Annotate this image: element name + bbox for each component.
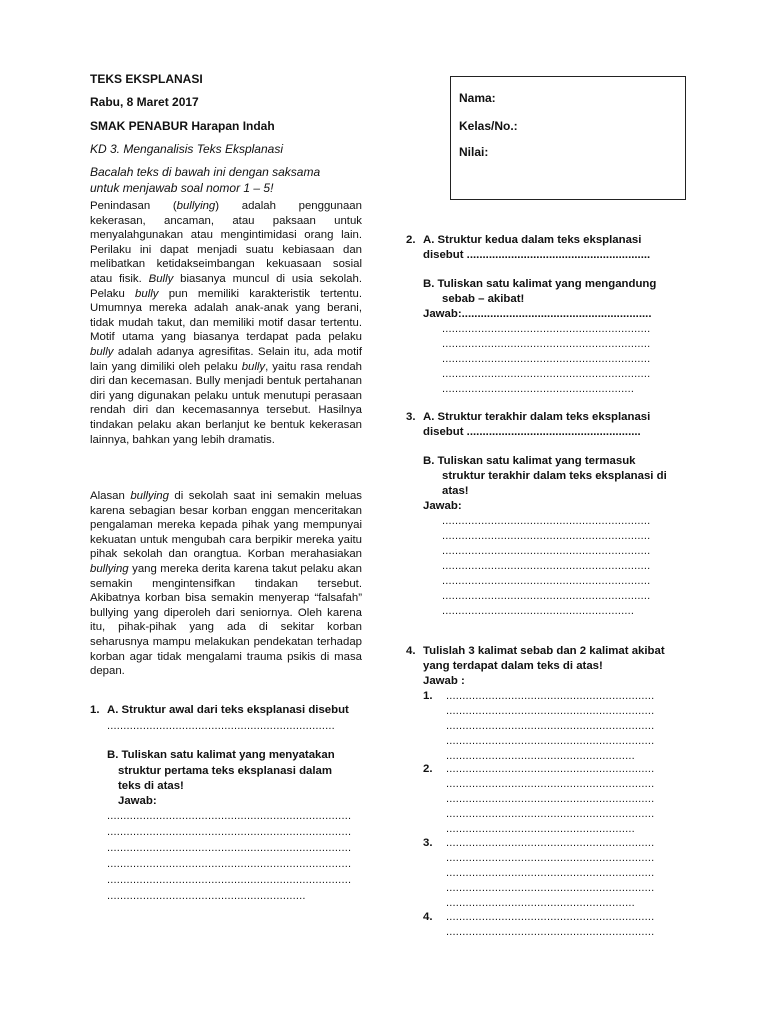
question-2b-line-1: B. Tuliskan satu kalimat yang mengandung (423, 278, 657, 290)
question-3-answer-line[interactable]: ........................................................... (442, 605, 635, 617)
question-2-answer-line[interactable]: ................................................................ (442, 353, 651, 365)
question-3b-line-2: struktur terakhir dalam teks eksplanasi di (442, 470, 667, 482)
score-label: Nilai: (459, 145, 489, 159)
question-3-answer-line[interactable]: ................................................................ (442, 590, 651, 602)
question-4-answer-line[interactable]: ................................................................ (446, 720, 655, 732)
question-2-answer-line[interactable]: ................................................................ (442, 338, 651, 350)
name-label: Nama: (459, 91, 496, 105)
question-4-answer-line[interactable]: ................................................................ (446, 705, 655, 717)
paragraph-1: Penindasan (bullying) adalah penggunaan kekerasan, ancaman, atau paksaan untuk menyalahgunakan atau mengintimidasi orang lain. Perilaku ini dapat menjadi suatu kebiasaan dan melibatkan ketidakseimbangan kekuasaan sosial atau fisik. Bully biasanya muncul di usia sekolah. Pelaku bully pun memiliki karakteristik tertentu. Umumnya mereka adalah anak-anak yang berani, tidak mudah takut, dan memiliki motif dasar tertentu. Motif utama yang biasanya terdapat pada pelaku bully adalah adanya agresifitas. Selain itu, ada motif lain yang dimiliki oleh pelaku bully, yaitu rasa rendah diri dan kecemasan. Bully menjadi bentuk pertahanan diri yang digunakan pelaku untuk menutupi perasaan rendah diri dan kecemasannya tersebut. Hasilnya tindakan pelaku akan berlanjut ke bentuk kekerasan lainnya, bahkan yang lebih dramatis. (90, 200, 363, 446)
question-4-answer-line[interactable]: ................................................................ (446, 852, 655, 864)
question-4-answer-line[interactable]: ................................................................ (446, 808, 655, 820)
question-4-answer-line[interactable]: ................................................................ (446, 690, 655, 702)
question-1-answer-line[interactable]: ........................................................................... (107, 842, 352, 854)
answer-item-number: 2. (423, 763, 433, 775)
question-3-answer-line[interactable]: ................................................................ (442, 545, 651, 557)
question-2-number: 2. (406, 234, 416, 246)
question-4-line-1: Tulislah 3 kalimat sebab dan 2 kalimat akibat (423, 645, 665, 657)
question-1-answer-label: Jawab: (118, 795, 157, 807)
answer-item-number: 3. (423, 837, 433, 849)
question-4-answer-line[interactable]: ................................................................ (446, 911, 655, 923)
question-4-answer-line[interactable]: ................................................................ (446, 778, 655, 790)
answer-item-number: 4. (423, 911, 433, 923)
question-2b-line-2: sebab – akibat! (442, 293, 525, 305)
answer-item-number: 1. (423, 690, 433, 702)
question-1-answer-line[interactable]: ........................................................................... (107, 874, 352, 886)
question-3a-line-2[interactable]: disebut ....................................................... (423, 426, 641, 438)
document-title: TEKS EKSPLANASI (90, 72, 203, 86)
question-1-answer-line[interactable]: ........................................................................... (107, 858, 352, 870)
question-1-number: 1. (90, 704, 100, 716)
question-1a-answer-line[interactable]: ...................................................................... (107, 720, 335, 732)
instruction-line-2: untuk menjawab soal nomor 1 – 5! (90, 181, 274, 195)
document-date: Rabu, 8 Maret 2017 (90, 95, 199, 109)
question-3-answer-line[interactable]: ................................................................ (442, 530, 651, 542)
question-4-answer-line[interactable]: .......................................................... (446, 823, 635, 835)
question-1-answer-line[interactable]: ........................................................................... (107, 810, 352, 822)
question-1a: A. Struktur awal dari teks eksplanasi disebut (107, 704, 349, 716)
question-4-answer-line[interactable]: .......................................................... (446, 897, 635, 909)
question-3-answer-line[interactable]: ................................................................ (442, 575, 651, 587)
question-3b-line-1: B. Tuliskan satu kalimat yang termasuk (423, 455, 636, 467)
question-2-answer-line[interactable]: ........................................................... (442, 383, 635, 395)
question-4-answer-line[interactable]: ................................................................ (446, 763, 655, 775)
question-3-number: 3. (406, 411, 416, 423)
question-3b-line-3: atas! (442, 485, 469, 497)
question-4-line-2: yang terdapat dalam teks di atas! (423, 660, 603, 672)
question-3a-line-1: A. Struktur terakhir dalam teks eksplanasi (423, 411, 651, 423)
question-2-answer-line[interactable]: ................................................................ (442, 368, 651, 380)
question-1b-line-2: struktur pertama teks eksplanasi dalam (118, 765, 332, 777)
question-2a-line-2[interactable]: disebut .......................................................... (423, 249, 651, 261)
paragraph-2: Alasan bullying di sekolah saat ini semakin meluas karena sebagian besar korban enggan menceritakan pengalaman mereka kepada pihak yang mempunyai kekuatan untuk mengubah cara berpikir mereka yaitu pihak sekolah dan orangtua. Korban merahasiakan bullying yang mereka derita karena takut pelaku akan semakin mengintensifkan tindakan tersebut. Akibatnya korban bisa semakin menyerap “falsafah” bullying yang diperoleh dari seniornya. Oleh karena itu, pihak-pihak yang ada di sekitar korban seharusnya mampu melakukan pendekatan terhadap korban agar tidak mengalami trauma psikis di masa depan. (90, 490, 362, 678)
school-name: SMAK PENABUR Harapan Indah (90, 119, 275, 133)
question-2-answer-line[interactable]: ................................................................ (442, 323, 651, 335)
question-4-answer-line[interactable]: .......................................................... (446, 750, 635, 762)
question-4-answer-line[interactable]: ................................................................ (446, 793, 655, 805)
question-2a-line-1: A. Struktur kedua dalam teks eksplanasi (423, 234, 642, 246)
question-4-answer-line[interactable]: ................................................................ (446, 882, 655, 894)
instruction-line-1: Bacalah teks di bawah ini dengan saksama (90, 165, 321, 179)
identity-box (450, 76, 686, 200)
question-4-number: 4. (406, 645, 416, 657)
question-1-answer-line[interactable]: ............................................................. (107, 890, 306, 902)
class-label: Kelas/No.: (459, 119, 518, 133)
question-2-answer-label[interactable]: Jawab:............................................................ (423, 308, 652, 320)
question-1b-line-1: B. Tuliskan satu kalimat yang menyatakan (107, 749, 335, 761)
question-3-answer-line[interactable]: ................................................................ (442, 560, 651, 572)
question-3-answer-label: Jawab: (423, 500, 462, 512)
question-4-answer-line[interactable]: ................................................................ (446, 867, 655, 879)
question-4-answer-line[interactable]: ................................................................ (446, 926, 655, 938)
question-1-answer-line[interactable]: ........................................................................... (107, 826, 352, 838)
question-4-answer-line[interactable]: ................................................................ (446, 837, 655, 849)
question-1b-line-3: teks di atas! (118, 780, 184, 792)
question-4-answer-label: Jawab : (423, 675, 465, 687)
question-3-answer-line[interactable]: ................................................................ (442, 515, 651, 527)
kd-label: KD 3. Menganalisis Teks Eksplanasi (90, 142, 283, 156)
question-4-answer-line[interactable]: ................................................................ (446, 735, 655, 747)
